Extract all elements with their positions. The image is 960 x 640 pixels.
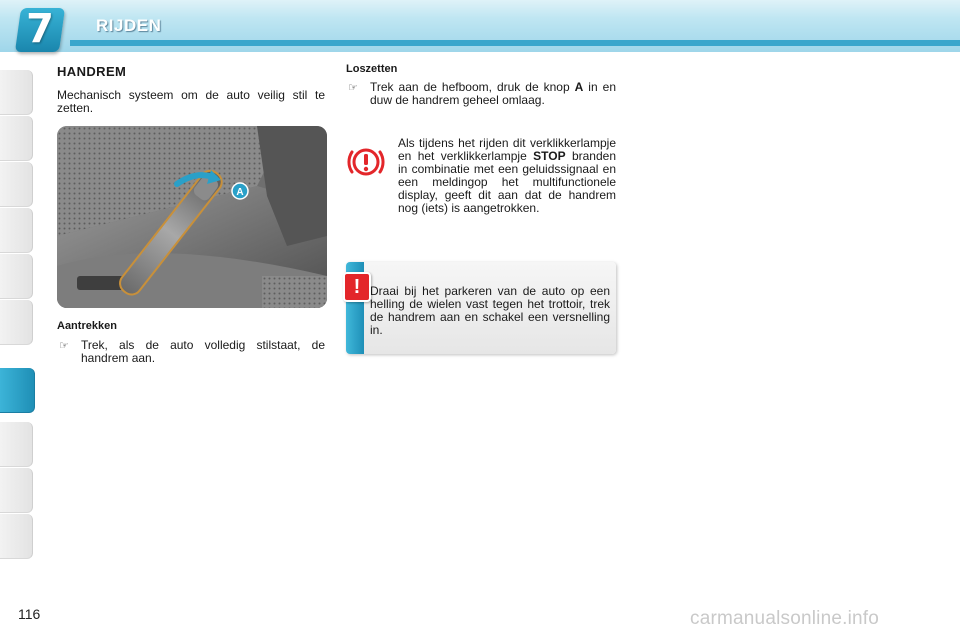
side-tab-8[interactable] [0,422,33,467]
side-tab-2[interactable] [0,116,33,161]
side-tab-1[interactable] [0,70,33,115]
side-tab-7-active[interactable] [0,368,35,413]
note-text: Draai bij het parkeren van de auto op een helling de wielen vast tegen het trottoir, trek de handrem aan en schakel een versnelling in. [370,284,610,337]
figure-label: A [236,187,244,198]
intro-text: Mechanisch systeem om de auto veilig stil te zetten. [57,88,325,115]
side-tab-5[interactable] [0,254,33,299]
apply-bullet-text: Trek, als de auto volledig stilstaat, de handrem aan. [81,338,325,365]
hand-pointer-icon: ☞ [59,339,69,352]
release-heading: Loszetten [346,63,398,75]
side-tab-10[interactable] [0,514,33,559]
section-title: HANDREM [57,64,127,79]
page-number: 116 [18,606,41,622]
apply-heading: Aantrekken [57,320,117,332]
chapter-title: RIJDEN [96,16,162,35]
release-bullet-text: Trek aan de hefboom, druk de knop A in en duw de handrem geheel omlaag. [370,80,616,107]
side-tab-3[interactable] [0,162,33,207]
warning-text: Als tijdens het rijden dit verklikkerlampje en het verklikkerlampje STOP branden in combinatie met een geluidssignaal en een meldingop het multifunctionele display, geeft dit aan dat de handrem nog (iets) is aangetrokken. [398,136,616,215]
chapter-side-tabs [0,70,36,576]
watermark: carmanualsonline.info [690,608,880,629]
handbrake-photo [57,126,327,308]
header-divider [70,40,960,46]
chapter-number: 7 [26,6,54,52]
apply-bullet [59,339,325,367]
release-bullet [348,81,616,123]
side-tab-4[interactable] [0,208,33,253]
exclamation-icon: ! [343,272,371,302]
hand-pointer-icon: ☞ [348,81,358,94]
side-tab-9[interactable] [0,468,33,513]
side-tab-6[interactable] [0,300,33,345]
